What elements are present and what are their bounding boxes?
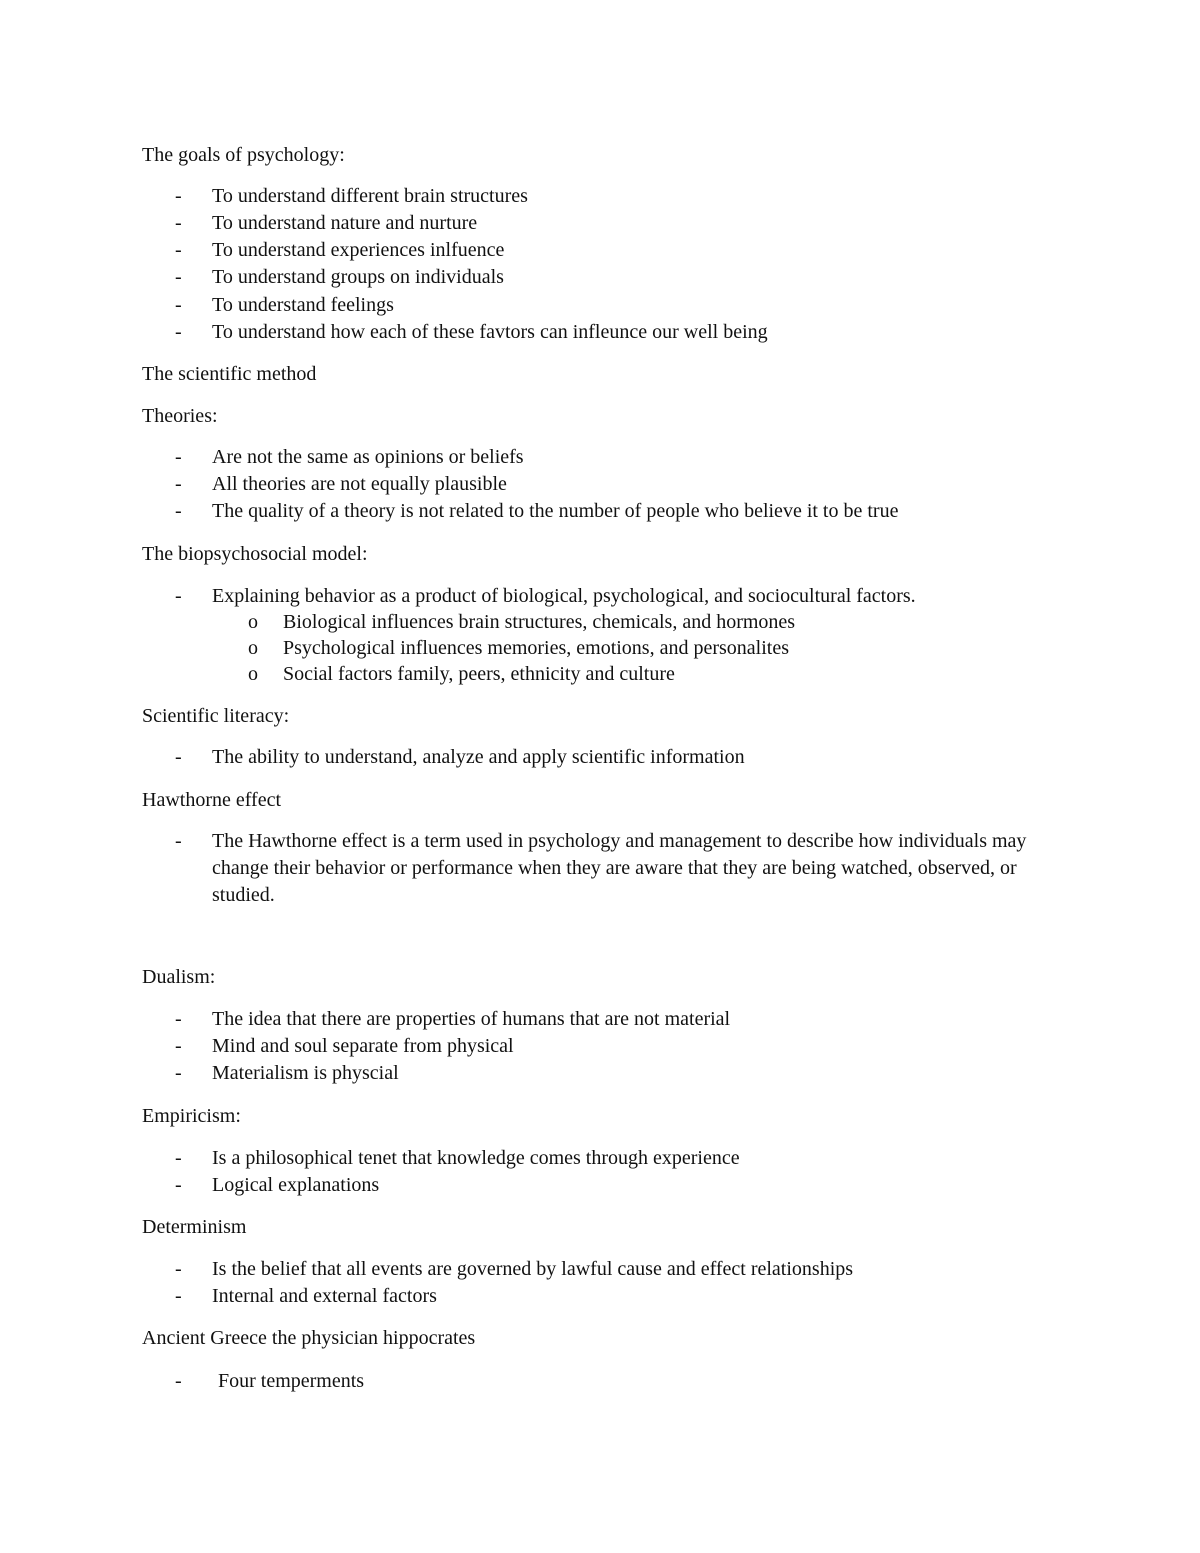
list-item-text: Is the belief that all events are governed by lawful cause and effect relationships xyxy=(212,1258,854,1280)
list-item-text: Are not the same as opinions or beliefs xyxy=(212,446,524,468)
list-item-text: The quality of a theory is not related to the number of people who believe it to be true xyxy=(212,500,899,522)
section-heading-biopsychosocial: The biopsychosocial model: xyxy=(142,543,368,565)
sub-list-item-text: Biological influences brain structures, chemicals, and hormones xyxy=(283,611,796,633)
list-item xyxy=(175,471,1075,498)
dash-bullet: - xyxy=(175,1147,182,1169)
list-item-text: To understand groups on individuals xyxy=(212,266,504,288)
section-heading-goals: The goals of psychology: xyxy=(142,144,345,166)
sub-list-item xyxy=(248,635,1048,661)
list-item-text: To understand different brain structures xyxy=(212,185,528,207)
dash-bullet: - xyxy=(175,1035,182,1057)
section-heading-scientific-literacy: Scientific literacy: xyxy=(142,705,290,727)
list-item xyxy=(175,210,1075,237)
list-item xyxy=(175,1006,1075,1033)
section-heading-determinism: Determinism xyxy=(142,1216,247,1238)
dash-bullet: - xyxy=(175,1285,182,1307)
list-item-text: Mind and soul separate from physical xyxy=(212,1035,514,1057)
dash-bullet: - xyxy=(175,830,182,852)
list-item-text: Explaining behavior as a product of biological, psychological, and sociocultural factors. xyxy=(212,585,916,607)
list-item xyxy=(175,1256,1075,1283)
list-item-text: Four temperments xyxy=(218,1370,365,1392)
circle-bullet: o xyxy=(248,637,258,659)
dash-bullet: - xyxy=(175,239,182,261)
section-heading-empiricism: Empiricism: xyxy=(142,1105,241,1127)
list-item xyxy=(175,1060,1075,1087)
circle-bullet: o xyxy=(248,663,258,685)
list-item-text: Is a philosophical tenet that knowledge comes through experience xyxy=(212,1147,740,1169)
list-item xyxy=(175,1033,1075,1060)
dash-bullet: - xyxy=(175,500,182,522)
dash-bullet: - xyxy=(175,1258,182,1280)
list-item-text: The ability to understand, analyze and apply scientific information xyxy=(212,746,745,768)
sub-list-item-text: Social factors family, peers, ethnicity and culture xyxy=(283,663,675,685)
sub-list-item xyxy=(248,609,1048,635)
list-item xyxy=(175,498,1075,525)
dash-bullet: - xyxy=(175,1008,182,1030)
section-heading-ancient-greece: Ancient Greece the physician hippocrates xyxy=(142,1327,476,1349)
section-heading-scientific-method: The scientific method xyxy=(142,363,317,385)
sub-list-item-text: Psychological influences memories, emotions, and personalites xyxy=(283,637,789,659)
dash-bullet: - xyxy=(175,294,182,316)
dash-bullet: - xyxy=(175,1062,182,1084)
dash-bullet: - xyxy=(175,1174,182,1196)
list-item-text: Materialism is physcial xyxy=(212,1062,399,1084)
list-item-text: To understand feelings xyxy=(212,294,394,316)
list-item-text: Internal and external factors xyxy=(212,1285,437,1307)
dash-bullet: - xyxy=(175,321,182,343)
list-item xyxy=(175,444,1075,471)
list-item xyxy=(175,1368,1075,1395)
list-item-text: To understand experiences inlfuence xyxy=(212,239,505,261)
dash-bullet: - xyxy=(175,212,182,234)
list-item-text: To understand how each of these favtors can infleunce our well being xyxy=(212,321,768,343)
list-item xyxy=(175,292,1075,319)
list-item-text: All theories are not equally plausible xyxy=(212,473,507,495)
sub-list-item xyxy=(248,661,1048,687)
list-item xyxy=(175,1172,1075,1199)
circle-bullet: o xyxy=(248,611,258,633)
list-item xyxy=(175,237,1075,264)
dash-bullet: - xyxy=(175,1370,182,1392)
dash-bullet: - xyxy=(175,585,182,607)
list-item xyxy=(175,264,1075,291)
list-item xyxy=(175,828,1055,909)
list-item-text: Logical explanations xyxy=(212,1174,380,1196)
section-heading-dualism: Dualism: xyxy=(142,966,216,988)
section-heading-theories: Theories: xyxy=(142,405,218,427)
dash-bullet: - xyxy=(175,473,182,495)
list-item xyxy=(175,744,1075,771)
dash-bullet: - xyxy=(175,746,182,768)
list-item-text: The Hawthorne effect is a term used in psychology and management to describe how individuals may change their behavior or performance when they are aware that they are being watched, observed, or studied. xyxy=(212,830,1027,906)
list-item xyxy=(175,583,1075,610)
list-item-text: The idea that there are properties of humans that are not material xyxy=(212,1008,731,1030)
list-item xyxy=(175,1145,1075,1172)
list-item-text: To understand nature and nurture xyxy=(212,212,478,234)
dash-bullet: - xyxy=(175,266,182,288)
list-item xyxy=(175,183,1075,210)
section-heading-hawthorne: Hawthorne effect xyxy=(142,789,282,811)
dash-bullet: - xyxy=(175,446,182,468)
list-item xyxy=(175,319,1075,346)
list-item xyxy=(175,1283,1075,1310)
dash-bullet: - xyxy=(175,185,182,207)
